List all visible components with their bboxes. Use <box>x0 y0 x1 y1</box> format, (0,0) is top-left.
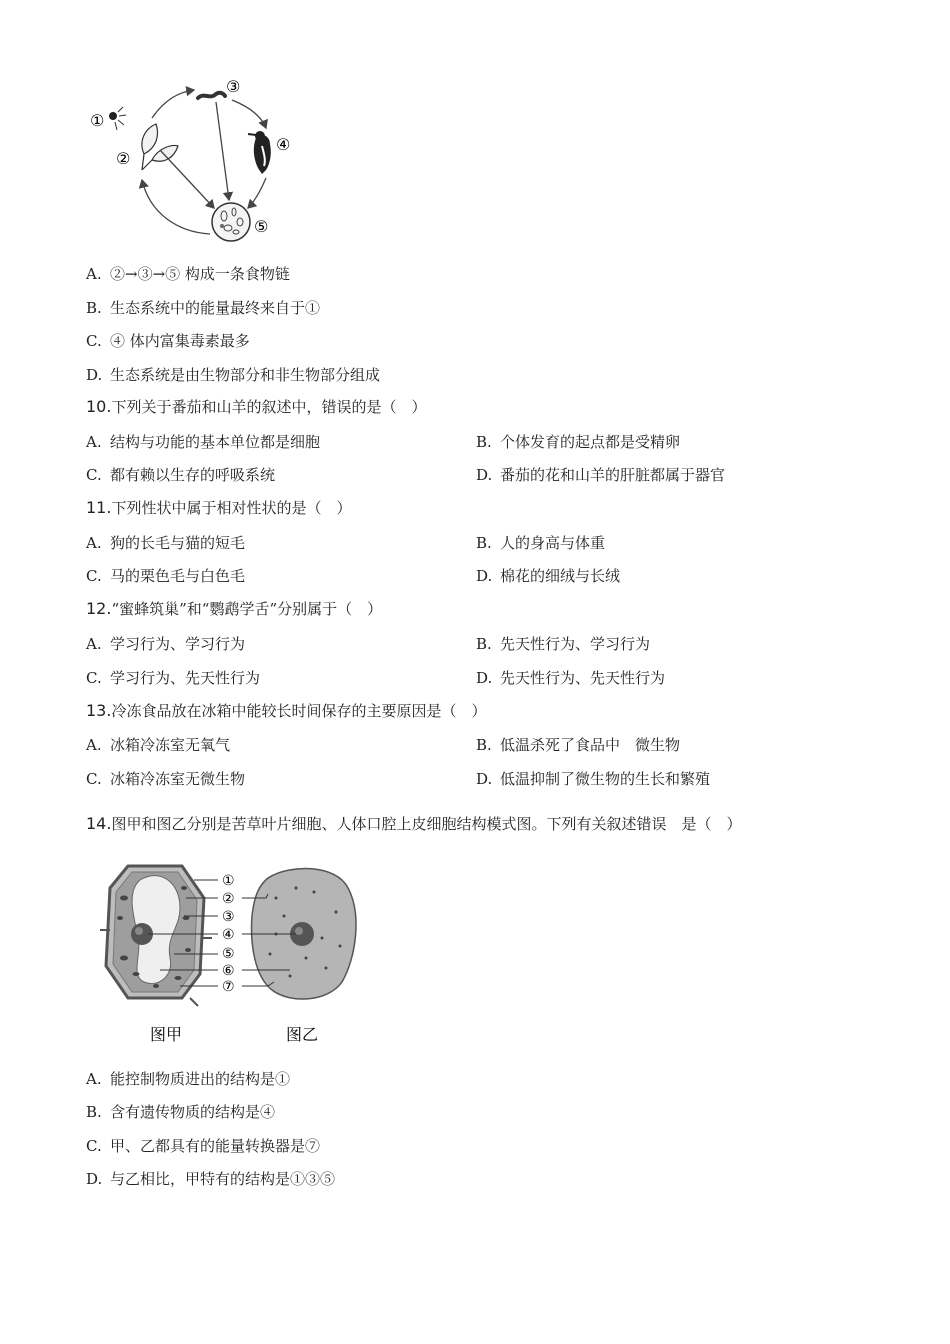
label-sun: ① <box>90 111 105 130</box>
ecosystem-diagram <box>86 74 306 246</box>
option-text: 狗的长毛与猫的短毛 <box>110 534 246 552</box>
label-plant: ② <box>116 149 131 168</box>
caption-animal-cell: 图乙 <box>286 1025 319 1044</box>
option-letter: A. <box>86 1070 102 1088</box>
q10-stem <box>86 396 426 417</box>
q14-option-b[interactable] <box>86 1101 275 1122</box>
plant-cell <box>100 866 212 1006</box>
question-number: 10. <box>86 397 112 416</box>
option-text: 与乙相比，甲特有的结构是①③⑤ <box>110 1170 336 1188</box>
q13-option-d[interactable] <box>476 768 710 789</box>
option-text: 都有赖以生存的呼吸系统 <box>110 466 276 484</box>
option-letter: C. <box>86 1137 102 1155</box>
option-letter: D. <box>476 466 493 484</box>
question-text: 图甲和图乙分别是苦草叶片细胞、人体口腔上皮细胞结构模式图。下列有关叙述错误 是（ ） <box>111 815 742 833</box>
option-letter: A. <box>86 534 102 552</box>
cell-label-2: ② <box>222 891 235 907</box>
cell-label-3: ③ <box>222 909 235 925</box>
option-letter: A. <box>86 736 102 754</box>
option-letter: C. <box>86 332 102 350</box>
option-text: 番茄的花和山羊的肝脏都属于器官 <box>500 466 726 484</box>
label-consumer2: ④ <box>276 135 291 154</box>
label-consumer1: ③ <box>226 77 241 96</box>
q12-option-c[interactable] <box>86 667 260 688</box>
option-text: 冰箱冷冻室无微生物 <box>110 770 246 788</box>
option-text: ④ 体内富集毒素最多 <box>110 332 250 350</box>
question-number: 13. <box>86 701 112 720</box>
question-text: “蜜蜂筑巢”和“鹦鹉学舌”分别属于（ ） <box>111 600 383 618</box>
cell-structure-diagram <box>100 858 362 1050</box>
q12-option-d[interactable] <box>476 667 665 688</box>
q13-stem <box>86 700 486 721</box>
option-letter: A. <box>86 265 102 283</box>
caterpillar-icon <box>198 93 225 98</box>
q14-stem <box>86 813 741 834</box>
option-letter: B. <box>476 736 492 754</box>
option-letter: D. <box>476 770 493 788</box>
option-letter: B. <box>476 534 492 552</box>
q10-option-b[interactable] <box>476 431 680 452</box>
label-decomposer: ⑤ <box>254 217 269 236</box>
option-text: 学习行为、学习行为 <box>110 635 246 653</box>
q13-option-a[interactable] <box>86 734 230 755</box>
q11-option-c[interactable] <box>86 565 245 586</box>
option-letter: B. <box>86 299 102 317</box>
option-text: 先天性行为、学习行为 <box>500 635 651 653</box>
option-text: 学习行为、先天性行为 <box>110 669 261 687</box>
option-letter: A. <box>86 635 102 653</box>
option-letter: B. <box>476 635 492 653</box>
question-number: 14. <box>86 814 112 833</box>
q9-option-a[interactable] <box>86 263 290 284</box>
q14-option-d[interactable] <box>86 1168 335 1189</box>
option-letter: D. <box>86 1170 103 1188</box>
option-text: 能控制物质进出的结构是① <box>110 1070 291 1088</box>
option-letter: D. <box>86 366 103 384</box>
option-letter: A. <box>86 433 102 451</box>
option-text: ②→③→⑤ 构成一条食物链 <box>110 265 290 283</box>
q11-option-b[interactable] <box>476 532 605 553</box>
q11-option-d[interactable] <box>476 565 620 586</box>
question-text: 下列性状中属于相对性状的是（ ） <box>111 499 352 517</box>
q12-option-b[interactable] <box>476 633 650 654</box>
bird-icon <box>248 131 271 174</box>
option-text: 冰箱冷冻室无氧气 <box>110 736 231 754</box>
option-letter: D. <box>476 567 493 585</box>
q11-stem <box>86 497 351 518</box>
question-number: 11. <box>86 498 112 517</box>
option-text: 人的身高与体重 <box>500 534 606 552</box>
question-text: 下列关于番茄和山羊的叙述中，错误的是（ ） <box>111 398 427 416</box>
option-letter: C. <box>86 567 102 585</box>
q12-option-a[interactable] <box>86 633 245 654</box>
q9-option-c[interactable] <box>86 330 250 351</box>
option-text: 结构与功能的基本单位都是细胞 <box>110 433 321 451</box>
option-letter: C. <box>86 770 102 788</box>
decomposer-icon <box>212 203 250 241</box>
q9-option-d[interactable] <box>86 364 380 385</box>
q9-option-b[interactable] <box>86 297 320 318</box>
option-letter: D. <box>476 669 493 687</box>
option-text: 生态系统中的能量最终来自于① <box>110 299 321 317</box>
q14-option-c[interactable] <box>86 1135 320 1156</box>
q13-option-b[interactable] <box>476 734 680 755</box>
question-number: 12. <box>86 599 112 618</box>
q10-option-d[interactable] <box>476 464 725 485</box>
option-letter: B. <box>476 433 492 451</box>
cell-label-1: ① <box>222 873 235 889</box>
cell-label-4: ④ <box>222 927 235 943</box>
question-text: 冷冻食品放在冰箱中能较长时间保存的主要原因是（ ） <box>111 702 487 720</box>
q12-stem <box>86 598 382 619</box>
option-letter: C. <box>86 669 102 687</box>
option-text: 个体发育的起点都是受精卵 <box>500 433 681 451</box>
option-text: 低温杀死了食品中 微生物 <box>500 736 681 754</box>
cell-label-6: ⑥ <box>222 963 235 979</box>
caption-plant-cell: 图甲 <box>150 1025 183 1044</box>
sun-icon <box>109 107 126 130</box>
option-text: 先天性行为、先天性行为 <box>500 669 666 687</box>
option-text: 含有遗传物质的结构是④ <box>110 1103 276 1121</box>
q14-option-a[interactable] <box>86 1068 290 1089</box>
option-text: 低温抑制了微生物的生长和繁殖 <box>500 770 711 788</box>
q13-option-c[interactable] <box>86 768 245 789</box>
q10-option-a[interactable] <box>86 431 320 452</box>
option-letter: C. <box>86 466 102 484</box>
option-text: 生态系统是由生物部分和非生物部分组成 <box>110 366 381 384</box>
q10-option-c[interactable] <box>86 464 275 485</box>
option-text: 马的栗色毛与白色毛 <box>110 567 246 585</box>
option-text: 甲、乙都具有的能量转换器是⑦ <box>110 1137 321 1155</box>
cell-label-7: ⑦ <box>222 979 235 995</box>
q11-option-a[interactable] <box>86 532 245 553</box>
option-letter: B. <box>86 1103 102 1121</box>
cell-label-5: ⑤ <box>222 946 235 962</box>
option-text: 棉花的细绒与长绒 <box>500 567 621 585</box>
